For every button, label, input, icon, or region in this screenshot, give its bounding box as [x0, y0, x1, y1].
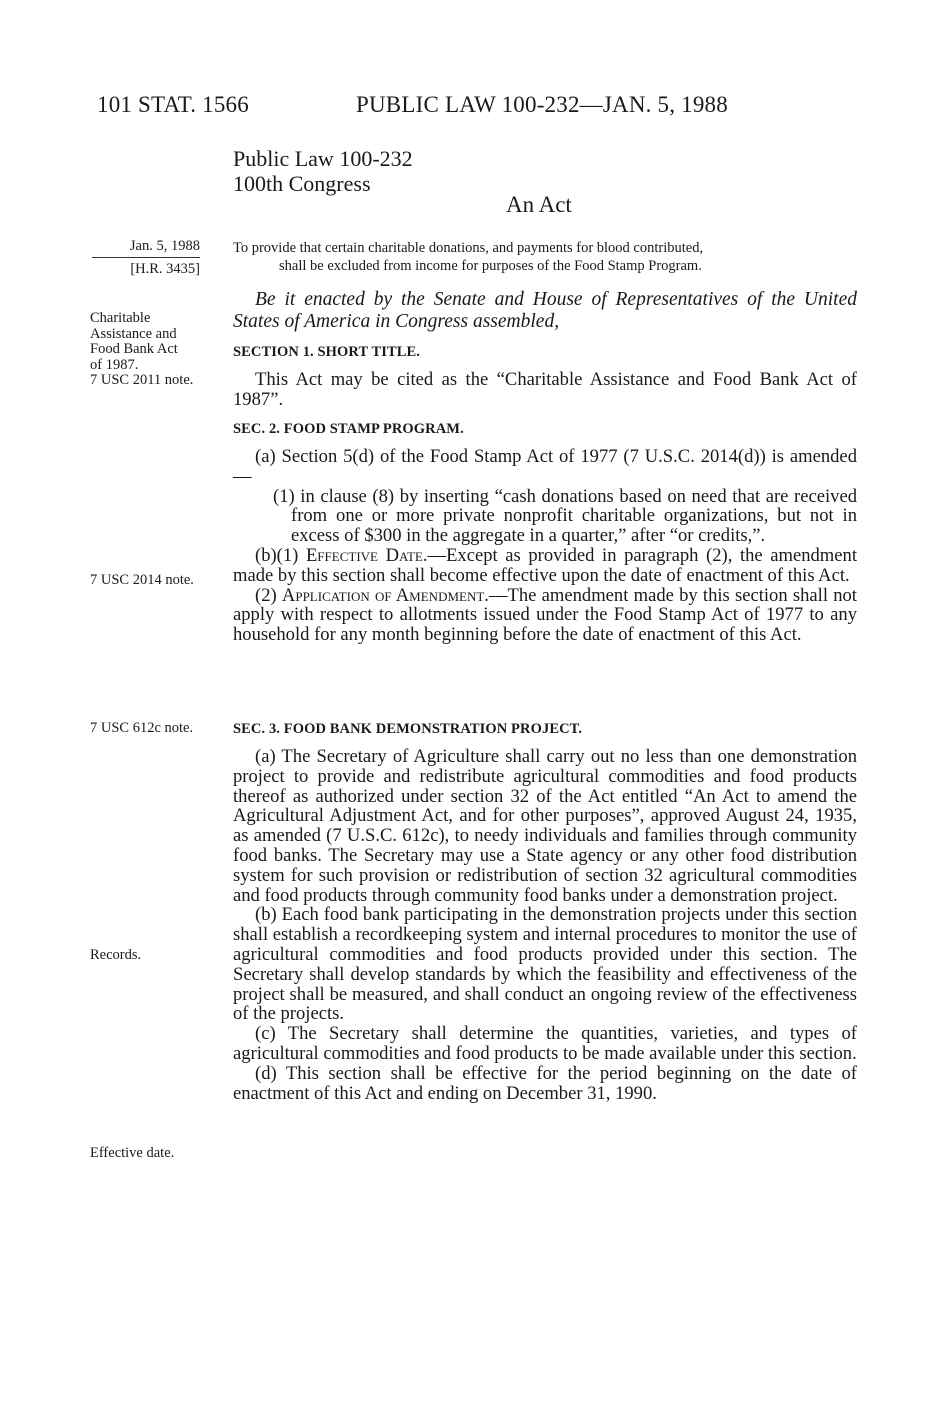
section-2-a-clause-1: (1) in clause (8) by inserting “cash donations based on need that are received from one or more private nonprofit charitable organizations, but not in excess of $300 in the aggregate in a quarter,” after “or credits,”. [273, 485, 857, 547]
section-2-b1-text: —Except as provided in paragraph (2), the amendment made by this section shall become effective upon the date of enactment of this Act. [233, 544, 857, 586]
section-2-body [233, 447, 857, 645]
bill-number: [H.R. 3435] [130, 261, 200, 277]
running-head-page-cite: 101 STAT. 1566 [97, 92, 249, 117]
enactment-date: Jan. 5, 1988 [92, 238, 200, 258]
section-3-c: (c) The Secretary shall determine the quantities, varieties, and types of agricultural commodities and food products to be made available under this section. [233, 1023, 857, 1064]
congress-number: 100th Congress [233, 171, 371, 196]
section-3-body [233, 747, 857, 1103]
section-3-a: (a) The Secretary of Agriculture shall carry out no less than one demonstration project to provide and redistribute agricultural commodities and food products thereof as authorized under section 32 of the Act entitled “An Act to amend the Agricultural Adjustment Act, and for other purposes”, approved August 24, 1935, as amended (7 U.S.C. 612c), to needy individuals and families through community food banks. The Secretary may use a State agency or any other food distribution system for such provision or redistribution of section 32 agricultural commodities and food products through community food banks under a demonstration project. [233, 746, 857, 906]
margin-note-effective-date: Effective date. [90, 1145, 175, 1161]
enacting-clause-block [233, 289, 857, 333]
section-3-d: (d) This section shall be effective for the period beginning on the date of enactment of this Act and ending on December 31, 1990. [233, 1062, 857, 1104]
section-2-b2-label: (2) [255, 584, 282, 606]
purpose-line-1: To provide that certain charitable donations, and payments for blood contributed, [233, 240, 704, 256]
section-2-b2-text: —The amendment made by this section shall not apply with respect to allotments issued under the Food Stamp Act of 1977 to any household for any month beginning before the date of enactment of this Act. [233, 584, 857, 646]
margin-note-line: Food Bank Act [90, 341, 178, 357]
running-head-title: PUBLIC LAW 100-232—JAN. 5, 1988 [356, 92, 728, 117]
section-2-b2-title: Application of Amendment. [281, 584, 489, 606]
margin-note-records: Records. [90, 947, 142, 963]
margin-note-612c: 7 USC 612c note. [90, 720, 194, 736]
date-bill-block [92, 238, 200, 278]
section-1-body [233, 370, 857, 410]
margin-note-2014: 7 USC 2014 note. [90, 572, 194, 588]
section-2-b1-title: Effective Date. [305, 544, 428, 566]
enacting-clause: Be it enacted by the Senate and House of Representatives of the United States of America in Congress assembled, [233, 289, 857, 332]
margin-note-line: Charitable [90, 310, 151, 326]
margin-note-line: Assistance and [90, 325, 177, 342]
section-2-b2 [233, 586, 857, 645]
margin-note-short-title [90, 311, 193, 389]
section-3-heading: SEC. 3. FOOD BANK DEMONSTRATION PROJECT. [233, 721, 583, 737]
an-act-heading: An Act [506, 192, 572, 217]
margin-note-line: 7 USC 2011 note. [90, 372, 194, 388]
section-1-text: This Act may be cited as the “Charitable Assistance and Food Bank Act of 1987”. [233, 369, 857, 410]
margin-note-line: of 1987. [90, 356, 139, 373]
purpose-statement [233, 239, 861, 275]
section-1-heading: SECTION 1. SHORT TITLE. [233, 344, 421, 360]
section-2-a: (a) Section 5(d) of the Food Stamp Act of 1977 (7 U.S.C. 2014(d)) is amended— [233, 446, 857, 487]
section-2-heading: SEC. 2. FOOD STAMP PROGRAM. [233, 421, 464, 437]
section-2-b1-label: (b)(1) [255, 544, 306, 566]
purpose-line-2: shall be excluded from income for purposes of the Food Stamp Program. [279, 258, 702, 274]
public-law-number: Public Law 100-232 [233, 146, 413, 171]
section-2-b1 [233, 546, 857, 586]
section-3-b: (b) Each food bank participating in the demonstration projects under this section shall establish a recordkeeping system and internal procedures to monitor the use of agricultural commodities and food products provided under this section. The Secretary shall develop standards by which the feasibility and effectiveness of the project shall be measured, and shall conduct an ongoing review of the effectiveness of the projects. [233, 904, 857, 1025]
